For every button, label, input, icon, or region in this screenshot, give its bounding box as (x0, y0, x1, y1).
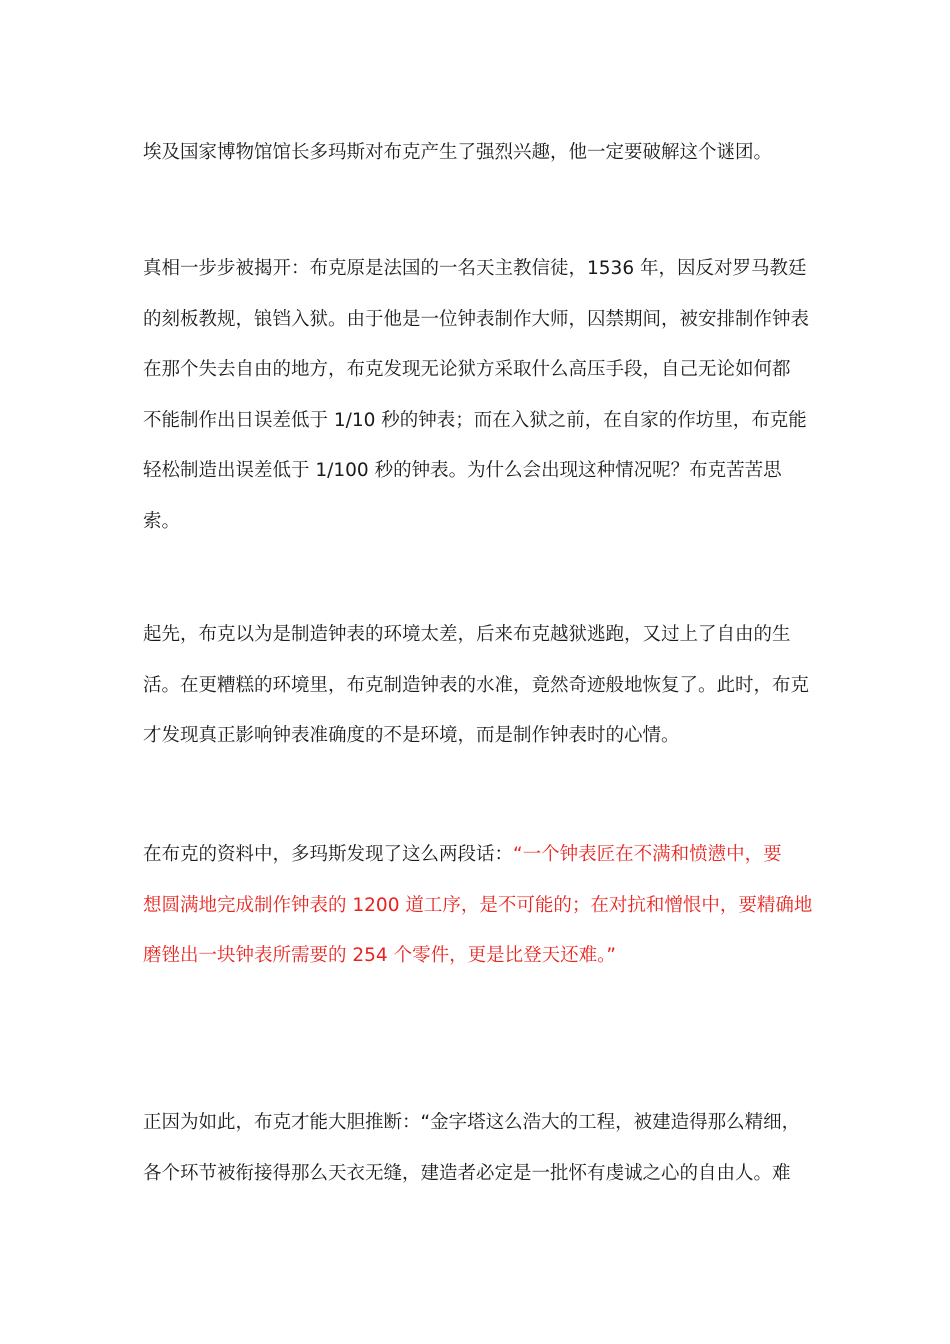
paragraph-inference (143, 1098, 811, 1199)
paragraph-quote (143, 830, 811, 982)
paragraph-truth-revealed (143, 244, 811, 547)
text-line: 埃及国家博物馆馆长多玛斯对布克产生了强烈兴趣，他一定要破解这个谜团。 (143, 142, 773, 163)
text-line: 活。在更糟糕的环境里，布克制造钟表的水准，竟然奇迹般地恢复了。此时，布克 (143, 674, 810, 696)
text-line: 不能制作出日误差低于 1/10 秒的钟表；而在入狱之前，在自家的作坊里，布克能 (143, 409, 807, 431)
text-line: 各个环节被衔接得那么天衣无缝，建造者必定是一批怀有虔诚之心的自由人。难 (143, 1162, 791, 1184)
text-line (143, 830, 811, 881)
text-line: 轻松制造出误差低于 1/100 秒的钟表。为什么会出现这种情况呢？布克苦苦思 (143, 460, 782, 481)
paragraph-escape (143, 610, 811, 762)
text-line: 才发现真正影响钟表准确度的不是环境，而是制作钟表时的心情。 (143, 725, 680, 746)
text-line: 在那个失去自由的地方，布克发现无论狱方采取什么高压手段，自己无论如何都 (143, 359, 791, 380)
text-line: 起先，布克以为是制造钟表的环境太差，后来布克越狱逃跑，又过上了自由的生 (143, 624, 791, 645)
paragraph-museum-director (143, 128, 811, 179)
text-line: 的刻板教规，锒铛入狱。由于他是一位钟表制作大师，囚禁期间，被安排制作钟表 (143, 308, 810, 330)
quote-highlight: “一个钟表匠在不满和愤懑中，要 (513, 844, 782, 865)
text-line: 正因为如此，布克才能大胆推断：“金字塔这么浩大的工程，被建造得那么精细， (143, 1112, 801, 1133)
quote-highlight-line: 想圆满地完成制作钟表的 1200 道工序，是不可能的；在对抗和憎恨中，要精确地 (143, 894, 813, 916)
quote-intro: 在布克的资料中，多玛斯发现了这么两段话： (143, 844, 514, 865)
text-line: 真相一步步被揭开：布克原是法国的一名天主教信徒，1536 年，因反对罗马教廷 (143, 258, 807, 279)
quote-highlight-line: 磨锉出一块钟表所需要的 254 个零件，更是比登天还难。” (143, 945, 616, 966)
text-line: 索。 (143, 510, 181, 532)
